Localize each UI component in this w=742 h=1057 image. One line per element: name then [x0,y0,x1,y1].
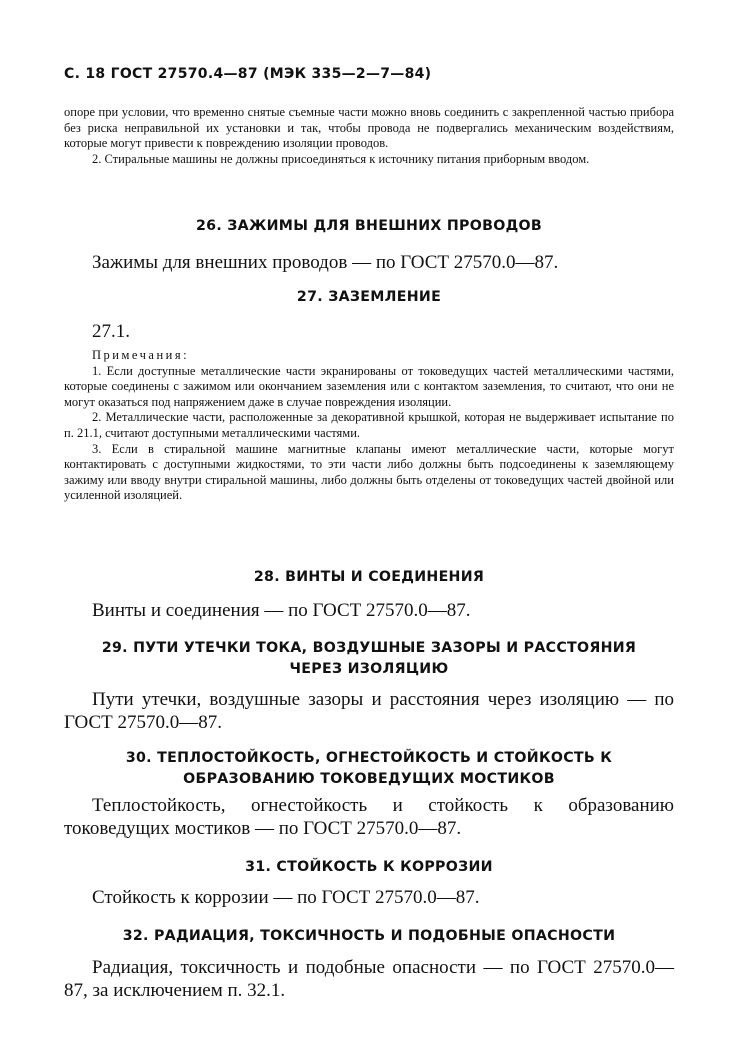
section-30-body [64,794,674,840]
page-header: С. 18 ГОСТ 27570.4—87 (МЭК 335—2—7—84) [64,66,432,82]
section-31-text: Стойкость к коррозии — по ГОСТ 27570.0—87. [92,887,480,908]
section-26-body [64,251,674,274]
section-30-heading-line-2: ОБРАЗОВАНИЮ ТОКОВЕДУЩИХ МОСТИКОВ [183,771,555,787]
section-28-body [64,599,674,622]
section-29-body [64,688,674,734]
section-26-heading: 26. ЗАЖИМЫ ДЛЯ ВНЕШНИХ ПРОВОДОВ [196,218,542,234]
section-31-body [64,886,674,909]
section-32-text: Радиация, токсичность и подобные опасности — по ГОСТ 27570.0—87, за исключением п. 32.1. [64,957,674,1001]
intro-note-2: 2. Стиральные машины не должны присоединяться к источнику питания приборным вводом. [92,151,590,166]
section-30-heading [64,748,674,790]
section-30-text: Теплостойкость, огнестойкость и стойкость к образованию токоведущих мостиков — по ГОСТ 27570.0—87. [64,795,674,839]
section-32-body [64,956,674,1002]
notes-block [64,348,674,504]
section-28-text: Винты и соединения — по ГОСТ 27570.0—87. [92,600,471,621]
notes-label: Примечания: [92,348,190,362]
section-28-heading: 28. ВИНТЫ И СОЕДИНЕНИЯ [253,569,485,585]
note-1: 1. Если доступные металлические части экранированы от токоведущих частей металлическими частями, которые соединены с зажимом или окончанием заземления или с контактом заземления, то считают, что они не могут оказаться под напряжением даже в случае повреждения изоляции. [64,363,674,409]
section-29-text: Пути утечки, воздушные зазоры и расстояния через изоляцию — по ГОСТ 27570.0—87. [64,689,674,733]
intro-paragraph: опоре при условии, что временно снятые съемные части можно вновь соединить с закрепленной частью прибора без риска неправильной их установки и так, чтобы провода не подвергались механическим воздействиям, которые могут привести к повреждению изоляции проводов. [64,105,674,151]
section-27-heading: 27. ЗАЗЕМЛЕНИЕ [296,289,442,305]
note-2: 2. Металлические части, расположенные за декоративной крышкой, которая не выдерживает испытание по п. 21.1, считают доступными металлическими частями. [64,410,674,440]
intro-block [64,105,674,167]
clause-27-1: 27.1. [92,321,130,342]
section-31-heading: 31. СТОЙКОСТЬ К КОРРОЗИИ [245,859,493,875]
section-27-clause-block [64,320,674,343]
section-30-heading-line-1: 30. ТЕПЛОСТОЙКОСТЬ, ОГНЕСТОЙКОСТЬ И СТОЙКОСТЬ К [125,750,613,766]
section-32-heading: 32. РАДИАЦИЯ, ТОКСИЧНОСТЬ И ПОДОБНЫЕ ОПАСНОСТИ [122,928,616,944]
section-29-heading [64,638,674,680]
note-3: 3. Если в стиральной машине магнитные клапаны имеют металлические части, которые могут контактировать с доступными жидкостями, то эти части либо должны быть подсоединены к заземляющему зажиму или вводу внутри стиральной машины, либо должны быть отделены от токоведущих частей двойной или усиленной изоляцией. [64,441,674,503]
section-29-heading-line-1: 29. ПУТИ УТЕЧКИ ТОКА, ВОЗДУШНЫЕ ЗАЗОРЫ И РАССТОЯНИЯ [101,640,637,656]
section-26-text: Зажимы для внешних проводов — по ГОСТ 27570.0—87. [92,252,559,273]
section-29-heading-line-2: ЧЕРЕЗ ИЗОЛЯЦИЮ [289,661,449,677]
